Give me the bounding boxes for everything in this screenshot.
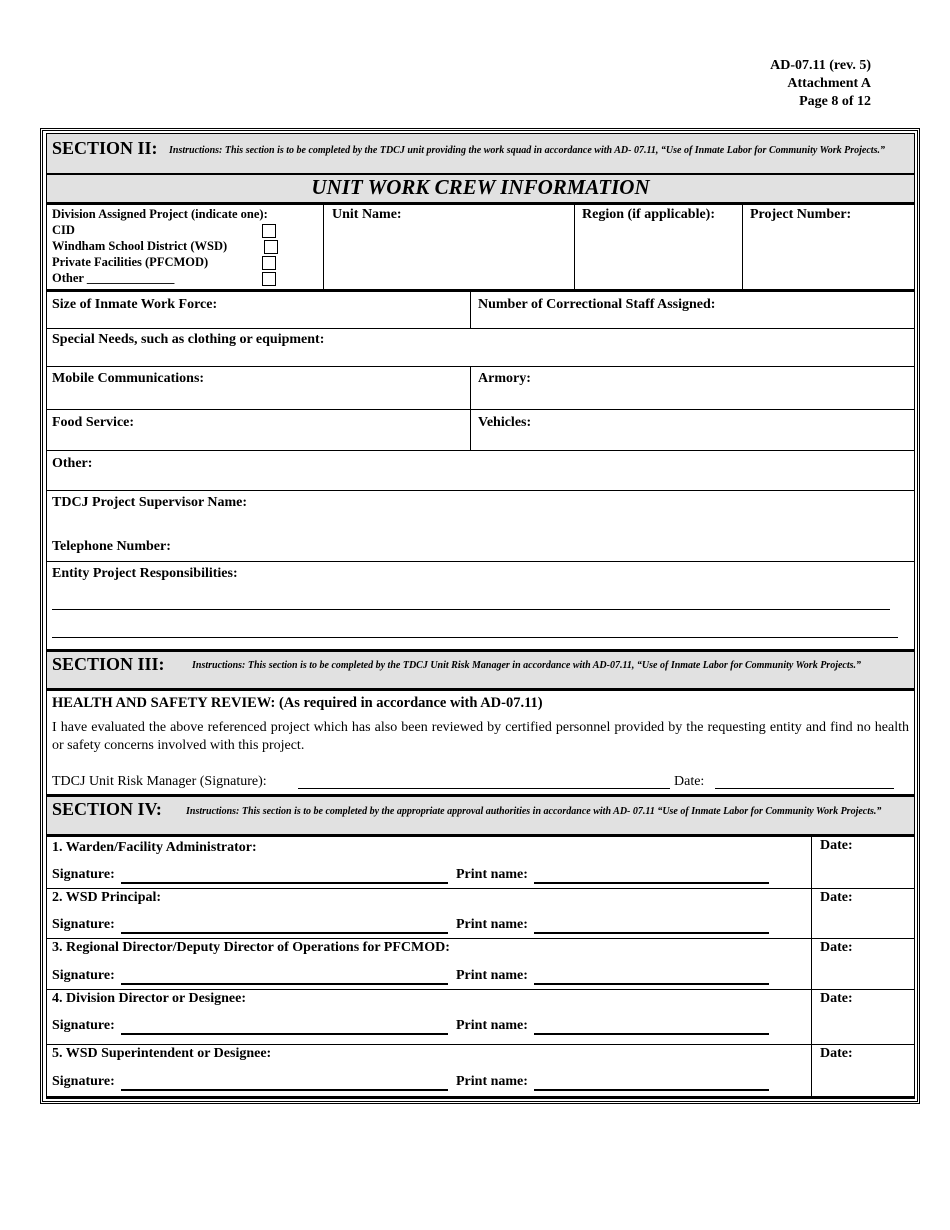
date-label[interactable]: Date: bbox=[820, 838, 853, 853]
work-force-row bbox=[46, 289, 915, 328]
division-assigned-label: Division Assigned Project (indicate one): bbox=[52, 207, 268, 221]
print-name-label: Print name: bbox=[456, 1074, 528, 1089]
risk-manager-signature-line[interactable] bbox=[298, 788, 670, 789]
entity-responsibilities-row bbox=[46, 561, 915, 649]
date-label[interactable]: Date: bbox=[820, 940, 853, 955]
divider bbox=[811, 990, 812, 1044]
communications-row bbox=[46, 366, 915, 409]
approver-row bbox=[46, 938, 915, 989]
approver-title: 2. WSD Principal: bbox=[52, 890, 162, 905]
supervisor-name-label[interactable]: TDCJ Project Supervisor Name: bbox=[52, 495, 248, 510]
mobile-communications-label[interactable]: Mobile Communications: bbox=[52, 371, 205, 386]
date-label[interactable]: Date: bbox=[820, 991, 853, 1006]
entity-responsibilities-label: Entity Project Responsibilities: bbox=[52, 566, 238, 581]
print-name-line[interactable] bbox=[534, 983, 769, 985]
health-safety-statement: I have evaluated the above referenced project which has also been reviewed by certified personnel provided by the requesting entity and find no health or safety concerns involved with this project. bbox=[52, 720, 909, 753]
wsd-checkbox[interactable] bbox=[264, 240, 278, 254]
print-name-line[interactable] bbox=[534, 882, 769, 884]
approver-row bbox=[46, 989, 915, 1044]
food-service-label[interactable]: Food Service: bbox=[52, 415, 135, 430]
form-number: AD-07.11 (rev. 5) bbox=[770, 58, 871, 73]
section-2-instructions: Instructions: This section is to be completed by the TDCJ unit providing the work squad in accordance with AD- 07.11, “Use of Inmate Labor for Community Work Projects.” bbox=[169, 145, 885, 156]
approver-title: 1. Warden/Facility Administrator: bbox=[52, 840, 257, 855]
section-2-header bbox=[46, 133, 915, 173]
unit-work-crew-title: UNIT WORK CREW INFORMATION bbox=[46, 173, 915, 202]
page-number: Page 8 of 12 bbox=[799, 94, 871, 109]
correctional-staff-label[interactable]: Number of Correctional Staff Assigned: bbox=[478, 297, 716, 312]
section-4-label: SECTION IV: bbox=[52, 799, 162, 819]
option-other-label: Other ______________ bbox=[52, 271, 175, 285]
signature-label: Signature: bbox=[52, 1074, 115, 1089]
unit-name-label[interactable]: Unit Name: bbox=[332, 207, 402, 222]
section-4-instructions: Instructions: This section is to be completed by the appropriate approval authorities in accordance with AD- 07.11 “Use of Inmate Labor for Community Work Projects.” bbox=[186, 806, 882, 817]
approver-title: 3. Regional Director/Deputy Director of Operations for PFCMOD: bbox=[52, 940, 450, 955]
signature-line[interactable] bbox=[121, 1033, 448, 1035]
divider bbox=[811, 1045, 812, 1096]
approver-row bbox=[46, 888, 915, 938]
divider bbox=[742, 205, 743, 289]
divider bbox=[470, 367, 471, 409]
risk-manager-date-line[interactable] bbox=[715, 788, 894, 789]
signature-line[interactable] bbox=[121, 983, 448, 985]
divider bbox=[323, 205, 324, 289]
divider bbox=[470, 410, 471, 450]
approver-title: 4. Division Director or Designee: bbox=[52, 991, 247, 1006]
option-wsd-label: Windham School District (WSD) bbox=[52, 239, 228, 253]
armory-label[interactable]: Armory: bbox=[478, 371, 531, 386]
pfcmod-checkbox[interactable] bbox=[262, 256, 276, 270]
telephone-label[interactable]: Telephone Number: bbox=[52, 539, 171, 554]
other-checkbox[interactable] bbox=[262, 272, 276, 286]
other-label[interactable]: Other: bbox=[52, 456, 93, 471]
cid-checkbox[interactable] bbox=[262, 224, 276, 238]
print-name-label: Print name: bbox=[456, 1018, 528, 1033]
print-name-label: Print name: bbox=[456, 867, 528, 882]
section-2-label: SECTION II: bbox=[52, 138, 158, 158]
divider bbox=[811, 889, 812, 938]
section-3-label: SECTION III: bbox=[52, 654, 165, 674]
signature-label: Signature: bbox=[52, 867, 115, 882]
divider bbox=[811, 837, 812, 888]
risk-manager-date-label: Date: bbox=[674, 774, 705, 789]
attachment-label: Attachment A bbox=[787, 76, 871, 91]
responsibility-line[interactable] bbox=[52, 609, 890, 610]
section-3-header bbox=[46, 649, 915, 688]
special-needs-row bbox=[46, 328, 915, 366]
inmate-work-force-label[interactable]: Size of Inmate Work Force: bbox=[52, 297, 218, 312]
form-header bbox=[770, 57, 871, 111]
approver-title: 5. WSD Superintendent or Designee: bbox=[52, 1046, 272, 1061]
print-name-label: Print name: bbox=[456, 968, 528, 983]
date-label[interactable]: Date: bbox=[820, 890, 853, 905]
responsibility-line[interactable] bbox=[52, 637, 898, 638]
divider bbox=[574, 205, 575, 289]
print-name-line[interactable] bbox=[534, 1089, 769, 1091]
signature-label: Signature: bbox=[52, 917, 115, 932]
date-label[interactable]: Date: bbox=[820, 1046, 853, 1061]
signature-label: Signature: bbox=[52, 1018, 115, 1033]
signature-line[interactable] bbox=[121, 882, 448, 884]
approver-row bbox=[46, 834, 915, 888]
option-cid-label: CID bbox=[52, 223, 75, 237]
vehicles-label[interactable]: Vehicles: bbox=[478, 415, 532, 430]
signature-label: Signature: bbox=[52, 968, 115, 983]
signature-line[interactable] bbox=[121, 932, 448, 934]
special-needs-label[interactable]: Special Needs, such as clothing or equipment: bbox=[52, 332, 325, 347]
signature-line[interactable] bbox=[121, 1089, 448, 1091]
food-vehicles-row bbox=[46, 409, 915, 450]
region-label[interactable]: Region (if applicable): bbox=[582, 207, 715, 222]
option-pfcmod-label: Private Facilities (PFCMOD) bbox=[52, 255, 209, 269]
supervisor-row bbox=[46, 490, 915, 561]
print-name-label: Print name: bbox=[456, 917, 528, 932]
risk-manager-signature-label: TDCJ Unit Risk Manager (Signature): bbox=[52, 774, 267, 789]
health-safety-heading: HEALTH AND SAFETY REVIEW: (As required in accordance with AD-07.11) bbox=[52, 695, 543, 711]
section-3-instructions: Instructions: This section is to be completed by the TDCJ Unit Risk Manager in accordance with AD-07.11, “Use of Inmate Labor for Community Work Projects.” bbox=[192, 660, 862, 671]
approver-row bbox=[46, 1044, 915, 1099]
project-number-label[interactable]: Project Number: bbox=[750, 207, 852, 222]
project-info-row bbox=[46, 202, 915, 289]
section-4-header bbox=[46, 794, 915, 834]
health-safety-review bbox=[46, 688, 915, 794]
print-name-line[interactable] bbox=[534, 932, 769, 934]
print-name-line[interactable] bbox=[534, 1033, 769, 1035]
other-row bbox=[46, 450, 915, 490]
divider bbox=[470, 292, 471, 328]
divider bbox=[811, 939, 812, 989]
